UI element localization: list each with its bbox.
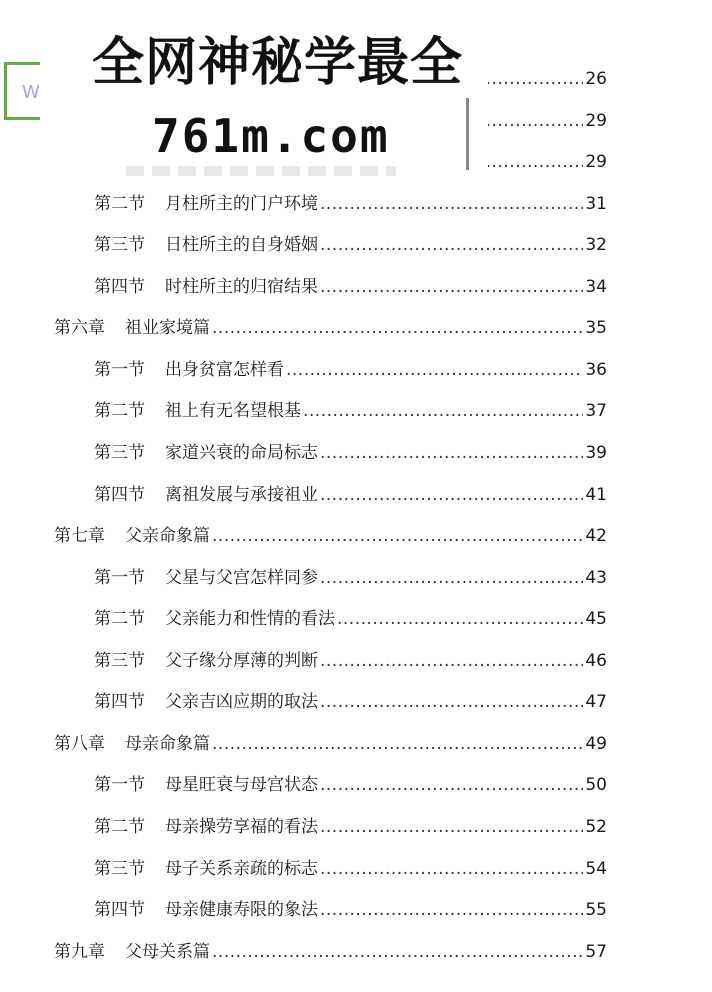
toc-page-number: 54	[585, 859, 607, 879]
toc-page-number: 45	[585, 609, 607, 629]
toc-section-title: 离祖发展与承接祖业	[165, 485, 318, 505]
toc-section-row[interactable]	[94, 359, 607, 381]
watermark-side-letter: W	[22, 82, 40, 103]
dot-leader	[320, 650, 583, 672]
dot-leader	[320, 234, 583, 256]
toc-section-number: 第二节	[94, 194, 145, 214]
dot-leader	[320, 567, 583, 589]
toc-page-number: 52	[585, 817, 607, 837]
toc-page-number: 55	[585, 900, 607, 920]
watermark-divider	[466, 98, 469, 170]
toc-section-title: 月柱所主的门户环境	[165, 194, 318, 214]
toc-section-number: 第四节	[94, 692, 145, 712]
toc-chapter-title: 父亲命象篇	[125, 526, 210, 546]
dot-leader	[320, 899, 583, 921]
dot-leader	[320, 276, 583, 298]
toc-section-row[interactable]	[94, 816, 607, 838]
toc-section-number: 第三节	[94, 443, 145, 463]
dot-leader	[320, 484, 583, 506]
toc-section-row[interactable]	[94, 484, 607, 506]
toc-section-number: 第一节	[94, 568, 145, 588]
toc-section-row[interactable]	[94, 774, 607, 796]
toc-section-row[interactable]	[94, 608, 607, 630]
toc-page-number: 37	[585, 401, 607, 421]
dot-leader	[320, 816, 583, 838]
toc-section-title: 父亲能力和性情的看法	[165, 609, 335, 629]
dot-leader	[212, 317, 583, 339]
toc-section-title: 家道兴衰的命局标志	[165, 443, 318, 463]
dot-leader	[212, 525, 583, 547]
toc-section-number: 第三节	[94, 859, 145, 879]
toc-section-number: 第二节	[94, 401, 145, 421]
toc-section-number: 第四节	[94, 900, 145, 920]
dot-leader	[212, 733, 583, 755]
toc-page-number: 36	[585, 360, 607, 380]
toc-chapter-number: 第六章	[54, 318, 105, 338]
toc-section-row[interactable]	[94, 691, 607, 713]
toc-page-number: 35	[585, 318, 607, 338]
toc-page-number: 29	[585, 152, 607, 172]
toc-page-number: 29	[585, 111, 607, 131]
toc-section-title: 出身贫富怎样看	[165, 360, 284, 380]
dot-leader	[320, 691, 583, 713]
toc-page-number: 50	[585, 775, 607, 795]
toc-chapter-row[interactable]	[54, 733, 607, 755]
toc-chapter-number: 第七章	[54, 526, 105, 546]
toc-section-row[interactable]	[94, 899, 607, 921]
toc-chapter-number: 第九章	[54, 942, 105, 962]
toc-page-number: 57	[585, 942, 607, 962]
toc-section-row[interactable]	[94, 567, 607, 589]
toc-section-row[interactable]	[94, 193, 607, 215]
toc-section-number: 第三节	[94, 235, 145, 255]
toc-section-row[interactable]	[94, 442, 607, 464]
toc-chapter-title: 祖业家境篇	[125, 318, 210, 338]
toc-section-title: 父亲吉凶应期的取法	[165, 692, 318, 712]
toc-page-number: 34	[585, 277, 607, 297]
toc-section-title: 时柱所主的归宿结果	[165, 277, 318, 297]
toc-section-title: 父星与父宫怎样同参	[165, 568, 318, 588]
toc-chapter-number: 第八章	[54, 734, 105, 754]
watermark-url: 761m.com	[152, 109, 390, 163]
toc-section-number: 第二节	[94, 609, 145, 629]
toc-section-title: 祖上有无名望根基	[165, 401, 301, 421]
toc-chapter-row[interactable]	[54, 317, 607, 339]
toc-page-number: 47	[585, 692, 607, 712]
toc-chapter-title: 母亲命象篇	[125, 734, 210, 754]
toc-section-title: 母子关系亲疏的标志	[165, 859, 318, 879]
toc-section-number: 第三节	[94, 651, 145, 671]
obscured-text-smudge	[126, 166, 396, 176]
toc-section-title: 父子缘分厚薄的判断	[165, 651, 318, 671]
toc-page-number: 49	[585, 734, 607, 754]
toc-page-number: 32	[585, 235, 607, 255]
toc-section-row[interactable]	[94, 400, 607, 422]
toc-page-number: 43	[585, 568, 607, 588]
toc-section-title: 母亲健康寿限的象法	[165, 900, 318, 920]
toc-section-row[interactable]	[94, 650, 607, 672]
dot-leader	[303, 400, 583, 422]
toc-section-title: 母星旺衰与母宫状态	[165, 775, 318, 795]
toc-page-number: 26	[585, 69, 607, 89]
dot-leader	[212, 941, 583, 963]
toc-section-row[interactable]	[94, 234, 607, 256]
toc-page-number: 39	[585, 443, 607, 463]
dot-leader	[320, 193, 583, 215]
dot-leader	[286, 359, 583, 381]
toc-page-number: 42	[585, 526, 607, 546]
toc-section-number: 第四节	[94, 485, 145, 505]
toc-section-number: 第一节	[94, 775, 145, 795]
toc-section-number: 第二节	[94, 817, 145, 837]
toc-section-title: 日柱所主的自身婚姻	[165, 235, 318, 255]
toc-section-number: 第一节	[94, 360, 145, 380]
toc-chapter-title: 父母关系篇	[125, 942, 210, 962]
toc-section-row[interactable]	[94, 276, 607, 298]
toc-page-number: 31	[585, 194, 607, 214]
dot-leader	[320, 774, 583, 796]
watermark-title: 全网神秘学最全	[92, 33, 464, 93]
dot-leader	[320, 858, 583, 880]
watermark-overlay	[40, 14, 488, 174]
toc-page-number: 46	[585, 651, 607, 671]
toc-chapter-row[interactable]	[54, 525, 607, 547]
toc-section-row[interactable]	[94, 858, 607, 880]
toc-page-number: 41	[585, 485, 607, 505]
dot-leader	[337, 608, 583, 630]
dot-leader	[320, 442, 583, 464]
toc-section-number: 第四节	[94, 277, 145, 297]
toc-section-title: 母亲操劳享福的看法	[165, 817, 318, 837]
toc-chapter-row[interactable]	[54, 941, 607, 963]
